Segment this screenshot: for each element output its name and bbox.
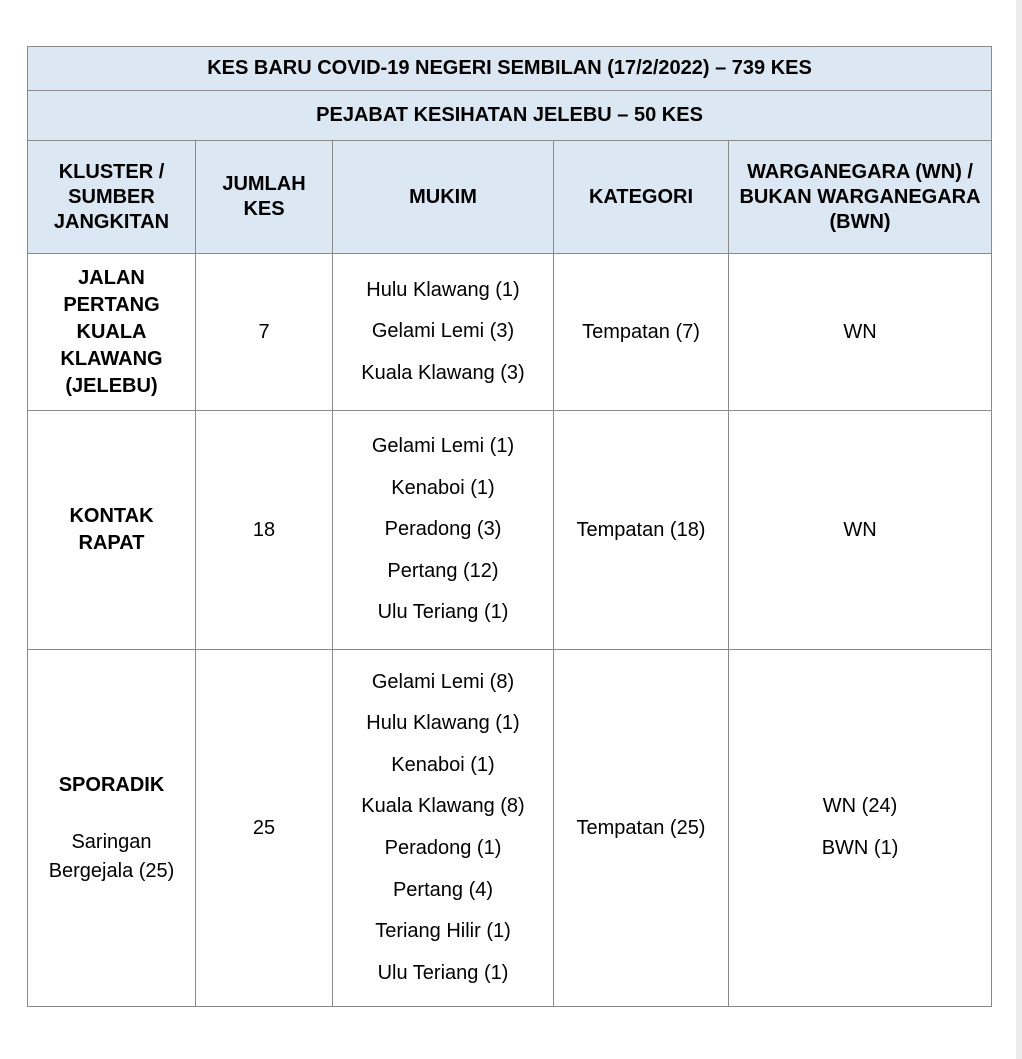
mukim-item: Hulu Klawang (1) — [366, 278, 520, 301]
mukim-item: Gelami Lemi (1) — [371, 435, 515, 458]
warganegara-cell — [729, 650, 992, 1007]
col-header-kluster: KLUSTER / SUMBER JANGKITAN — [28, 141, 196, 254]
cluster-cell: JALAN PERTANG KUALA KLAWANG (JELEBU) — [28, 254, 196, 411]
warganegara-item: BWN (1) — [821, 837, 899, 859]
col-header-warganegara: WARGANEGARA (WN) / BUKAN WARGANEGARA (BWN) — [729, 141, 992, 254]
table-row — [28, 411, 992, 650]
mukim-item: Kuala Klawang (3) — [361, 361, 525, 384]
table-row — [28, 650, 992, 1007]
cluster-cell — [28, 650, 196, 1007]
table-title: KES BARU COVID-19 NEGERI SEMBILAN (17/2/2022) – 739 KES — [28, 47, 992, 91]
mukim-item: Kuala Klawang (8) — [361, 795, 525, 818]
table-row — [28, 254, 992, 411]
jumlah-cell: 25 — [196, 650, 333, 1007]
col-header-mukim: MUKIM — [333, 141, 554, 254]
mukim-cell — [333, 254, 554, 411]
kategori-cell: Tempatan (7) — [554, 254, 729, 411]
jumlah-cell: 18 — [196, 411, 333, 650]
mukim-item: Gelami Lemi (8) — [371, 670, 515, 693]
jumlah-cell: 7 — [196, 254, 333, 411]
covid-cases-table — [27, 46, 992, 1007]
title-row — [28, 47, 992, 91]
cluster-detail: Saringan Bergejala (25) — [48, 830, 175, 882]
mukim-cell — [333, 411, 554, 650]
column-header-row — [28, 141, 992, 254]
mukim-item: Ulu Teriang (1) — [377, 601, 509, 624]
mukim-item: Hulu Klawang (1) — [366, 712, 520, 735]
mukim-item: Gelami Lemi (3) — [371, 320, 515, 343]
mukim-item: Peradong (3) — [384, 518, 502, 541]
mukim-item: Pertang (4) — [392, 878, 494, 901]
cluster-cell: KONTAK RAPAT — [28, 411, 196, 650]
kategori-cell: Tempatan (18) — [554, 411, 729, 650]
mukim-item: Peradong (1) — [384, 837, 502, 859]
table-subtitle: PEJABAT KESIHATAN JELEBU – 50 KES — [28, 91, 992, 141]
screen-edge — [1016, 0, 1022, 1059]
col-header-jumlah: JUMLAH KES — [196, 141, 333, 254]
mukim-item: Teriang Hilir (1) — [375, 920, 511, 943]
mukim-item: Pertang (12) — [387, 559, 499, 582]
mukim-item: Ulu Teriang (1) — [377, 961, 509, 984]
subtitle-row — [28, 91, 992, 141]
cluster-name: SPORADIK — [58, 773, 165, 796]
mukim-item: Kenaboi (1) — [391, 753, 495, 776]
warganegara-cell: WN — [729, 254, 992, 411]
warganegara-cell: WN — [729, 411, 992, 650]
mukim-item: Kenaboi (1) — [391, 476, 495, 499]
col-header-kategori: KATEGORI — [554, 141, 729, 254]
warganegara-item: WN (24) — [822, 795, 898, 818]
mukim-cell — [333, 650, 554, 1007]
kategori-cell: Tempatan (25) — [554, 650, 729, 1007]
